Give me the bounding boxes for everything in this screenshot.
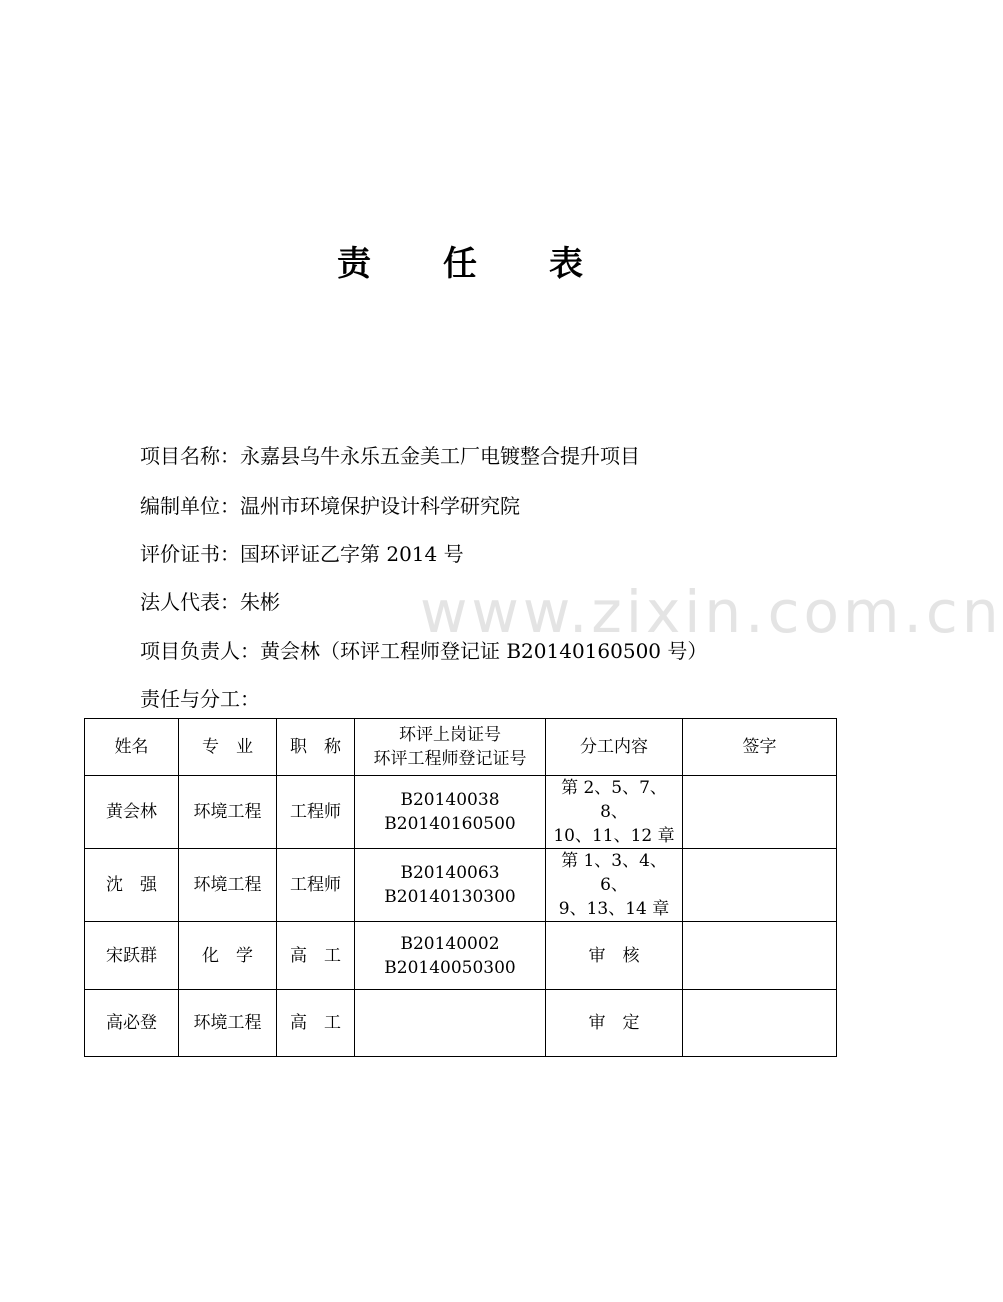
cell-cert: B20140038 B20140160500 [355, 776, 546, 849]
cell-signature [683, 990, 837, 1057]
title-char-2: 任 [443, 244, 477, 284]
table-row [85, 849, 837, 922]
header-duty: 分工内容 [546, 719, 683, 776]
cell-name: 宋跃群 [85, 922, 179, 990]
table-row [85, 776, 837, 849]
cell-title: 工程师 [277, 849, 355, 922]
title-char-1: 责 [337, 244, 371, 284]
cell-cert [355, 990, 546, 1057]
evaluation-certificate: 评价证书：国环评证乙字第 2014 号 [140, 542, 464, 566]
cell-name: 高必登 [85, 990, 179, 1057]
responsibility-table [84, 718, 837, 1057]
header-name: 姓名 [85, 719, 179, 776]
cell-major: 环境工程 [179, 990, 277, 1057]
header-signature: 签字 [683, 719, 837, 776]
compiler-unit: 编制单位：温州市环境保护设计科学研究院 [140, 494, 520, 518]
cell-cert: B20140002 B20140050300 [355, 922, 546, 990]
cell-major: 化 学 [179, 922, 277, 990]
header-cert: 环评上岗证号 环评工程师登记证号 [355, 719, 546, 776]
cell-title: 高 工 [277, 990, 355, 1057]
cell-duty: 审 核 [546, 922, 683, 990]
project-lead: 项目负责人：黄会林（环评工程师登记证 B20140160500 号） [140, 639, 708, 663]
cell-title: 高 工 [277, 922, 355, 990]
cell-duty: 审 定 [546, 990, 683, 1057]
cell-name: 黄会林 [85, 776, 179, 849]
page-title [0, 236, 920, 285]
cell-major: 环境工程 [179, 776, 277, 849]
cell-signature [683, 776, 837, 849]
division-label: 责任与分工： [140, 687, 260, 711]
cell-signature [683, 849, 837, 922]
cell-signature [683, 922, 837, 990]
watermark: www.zixin.com.cn [420, 578, 1003, 646]
project-name: 项目名称：永嘉县乌牛永乐五金美工厂电镀整合提升项目 [140, 444, 640, 468]
legal-representative: 法人代表：朱彬 [140, 590, 280, 614]
cell-duty: 第 1、3、4、6、 9、13、14 章 [546, 849, 683, 922]
table-row [85, 990, 837, 1057]
header-title: 职 称 [277, 719, 355, 776]
title-char-3: 表 [549, 244, 583, 284]
cell-name: 沈 强 [85, 849, 179, 922]
cell-cert: B20140063 B20140130300 [355, 849, 546, 922]
header-major: 专 业 [179, 719, 277, 776]
table-row [85, 922, 837, 990]
cell-duty: 第 2、5、7、8、 10、11、12 章 [546, 776, 683, 849]
table-header-row [85, 719, 837, 776]
cell-title: 工程师 [277, 776, 355, 849]
cell-major: 环境工程 [179, 849, 277, 922]
